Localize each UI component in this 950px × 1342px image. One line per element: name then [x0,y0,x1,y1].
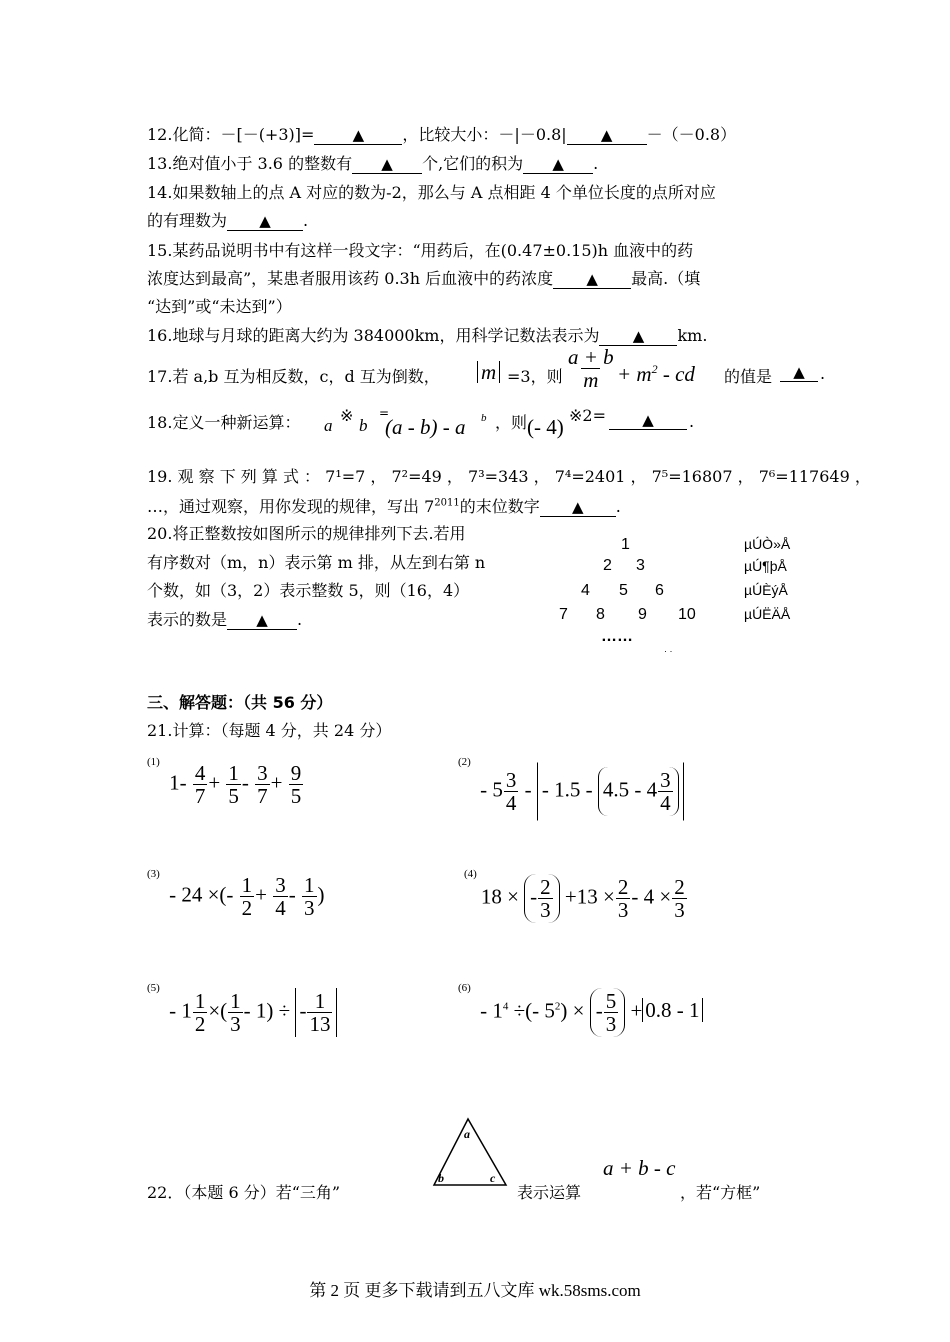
question-20-line4: 表示的数是 ▲ . [147,610,303,629]
answer-blank[interactable]: ▲ [227,213,303,231]
question-22-b: 表示运算 [517,1183,582,1202]
question-20-line2: 有序数对（m，n）表示第 m 排，从左到右第 n [147,553,486,572]
question-22-a: 22．（本题 6 分）若“三角” [147,1183,341,1202]
section-title: 三、解答题：（共 56 分） [147,693,333,712]
problem-21-2: $^{(2)}$ - 5 $\frac{3}{4}$ - - 1.5 - 4.5 - 4 $\frac{3}{4}$ [458,762,684,821]
question-16: 16.地球与月球的距离大约为 384000km，用科学记数法表示为 ▲ km. [147,326,708,345]
answer-blank[interactable]: ▲ [567,127,647,145]
triangle-operator-figure: a b c [430,1115,510,1190]
question-15-line1: 15.某药品说明书中有这样一段文字：“用药后，在(0.47±0.15)h 血液中的药 [147,241,694,260]
question-21-title: 21.计算：（每题 4 分，共 24 分） [147,721,392,740]
question-14-line2: 的有理数为 ▲ . [147,211,309,230]
math-expr: + $m^2$ - cd [617,362,695,386]
question-20-line1: 20.将正整数按如图所示的规律排列下去.若用 [147,524,466,543]
question-12: 12.化简：－[－(+3)]= ▲ ，比较大小：－|－0.8| ▲ －（－0.8） [147,125,737,144]
question-19-line1: 19. 观 察 下 列 算 式 ： 7¹=7 ， 7²=49 ， 7³=343 ， 7⁴=2401 ， 7⁵=16807 ， 7⁶=117649 ， [147,467,871,486]
answer-blank[interactable]: ▲ [540,499,616,517]
question-22-c: ，若“方框” [680,1183,761,1202]
answer-blank[interactable]: ▲ [227,612,297,630]
answer-blank[interactable]: ▲ [780,364,818,382]
problem-21-5: $^{(5)}$ - 1 $\frac{1}{2}$ ×( $\frac{1}{3}$ - 1) ÷ - $\frac{1}{13}$ [147,988,337,1037]
problem-21-4: $^{(4)}$18 × - $\frac{2}{3}$ +13 × $\frac{2}{3}$ - 4 × $\frac{2}{3}$ [464,868,685,922]
page-footer: 第 2 页 更多下载请到五八文库 wk.58sms.com [309,1281,641,1300]
answer-blank[interactable]: ▲ [314,127,402,145]
question-15-line2: 浓度达到最高”，某患者服用该药 0.3h 后血液中的药浓度 ▲ 最高.（填 [147,269,701,288]
answer-blank[interactable]: ▲ [609,412,687,430]
question-13: 13.绝对值小于 3.6 的整数有 ▲ 个,它们的积为 ▲ . [147,154,599,173]
number-triangle-figure: 1 2 3 4 5 6 7 8 9 10 …… µÚÒ»Å µÚ¶þÅ µÚÈýÅ µÚËÄÅ · · [559,536,791,656]
question-20-line3: 个数，如（3，2）表示整数 5，则（16，4） [147,581,470,600]
problem-21-6: $^{(6)} - 1^4$ ÷(- $5^2$) × - $\frac{5}{3}$ + 0.8 - 1 [458,988,703,1037]
answer-blank[interactable]: ▲ [352,156,422,174]
answer-blank[interactable]: ▲ [553,271,631,289]
fraction: $\frac{a + b}{m}$ [568,345,614,392]
problem-21-3: $^{(3)}$ - 24 ×(- $\frac{1}{2}$ + $\frac{3}{4}$ - $\frac{1}{3}$ ) [147,868,325,920]
answer-blank[interactable]: ▲ [523,156,593,174]
answer-blank[interactable]: ▲ [599,328,677,346]
problem-21-1: $^{(1)}$ 1- $\frac{4}{7}$ + $\frac{1}{5}$ - $\frac{3}{7}$ + $\frac{9}{5}$ [147,756,302,808]
operation-expression: a + b - c [603,1156,676,1180]
question-15-line3: “达到”或“未达到”） [147,297,292,316]
question-14-line1: 14.如果数轴上的点 A 对应的数为-2，那么与 A 点相距 4 个单位长度的点所对应 [147,183,716,202]
question-19-line2: …，通过观察，用你发现的规律，写出 $7^{2011}$的末位数字 ▲ . [147,497,621,516]
